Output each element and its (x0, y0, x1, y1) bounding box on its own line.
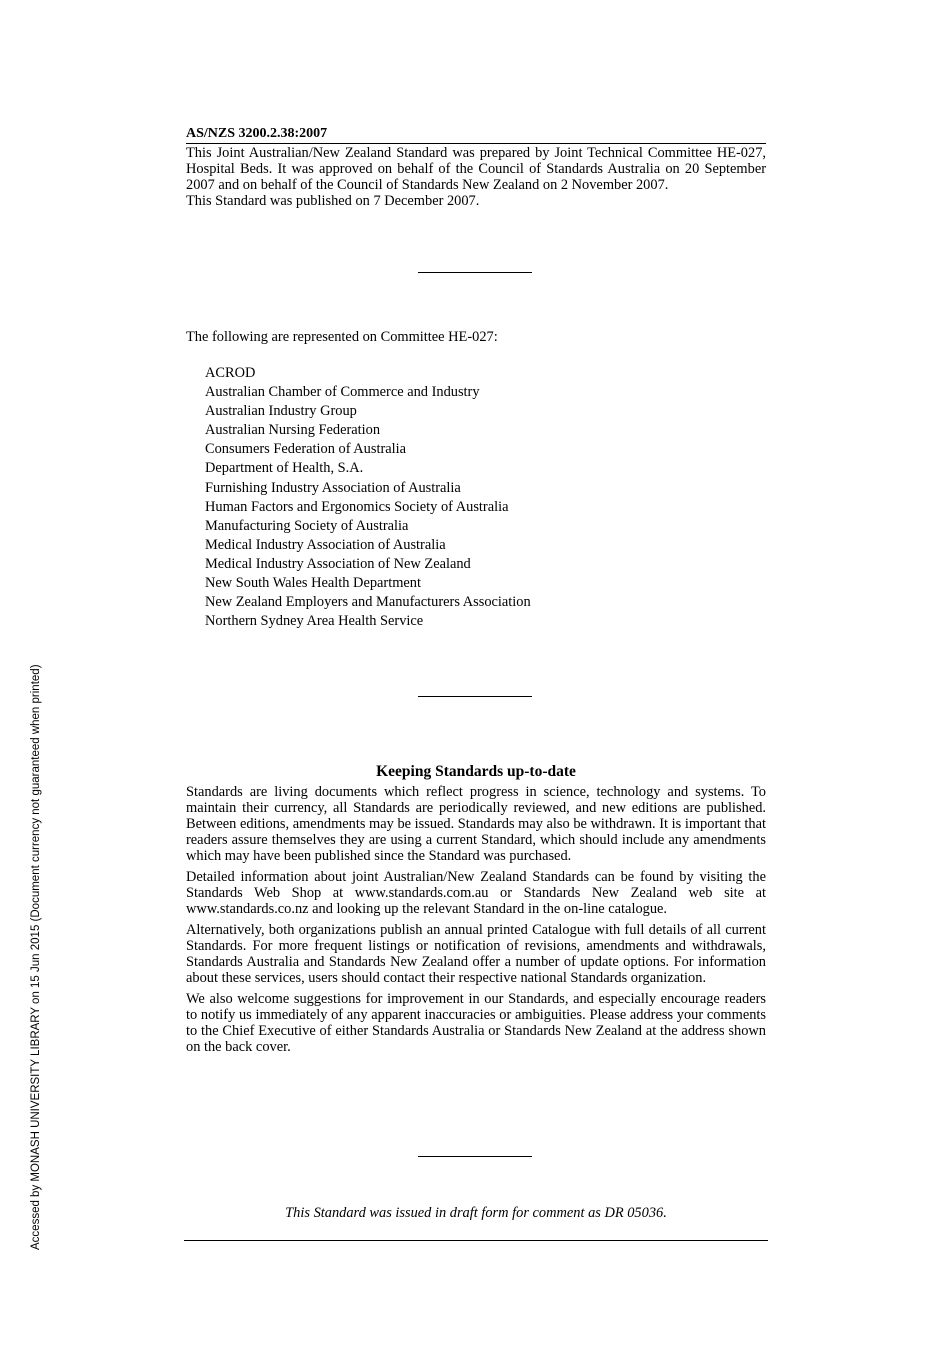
section-divider (418, 272, 532, 273)
draft-note: This Standard was issued in draft form for comment as DR 05036. (285, 1205, 667, 1221)
list-item: Medical Industry Association of New Zealand (205, 555, 471, 572)
list-item: Furnishing Industry Association of Australia (205, 479, 461, 496)
preparation-statement (186, 145, 766, 209)
preparation-paragraph: This Joint Australian/New Zealand Standard was prepared by Joint Technical Committee HE-027, Hospital Beds. It was approved on behalf of the Council of Standards Australia on 20 September 2007 and on behalf of the Council of Standards New Zealand on 2 November 2007. (186, 145, 766, 193)
list-item: New Zealand Employers and Manufacturers Association (205, 594, 531, 611)
keeping-standards-body (186, 784, 766, 1055)
footer-rule (184, 1240, 768, 1241)
body-paragraph: Standards are living documents which reflect progress in science, technology and systems. To maintain their currency, all Standards are periodically reviewed, and new editions are published. Between editions, amendments may be issued. Standards may also be withdrawn. It is important that readers assure themselves they are using a current Standard, which should include any amendments which may have been published since the Standard was purchased. (186, 784, 766, 864)
list-item: Human Factors and Ergonomics Society of Australia (205, 498, 509, 515)
list-item: Department of Health, S.A. (205, 460, 364, 477)
body-paragraph: Alternatively, both organizations publish an annual printed Catalogue with full details of all current Standards. For more frequent listings or notification of revisions, amendments and withdrawals, Standards Australia and Standards New Zealand offer a number of update options. For information about these services, users should contact their respective national Standards organization. (186, 922, 766, 986)
list-item: ACROD (205, 365, 256, 381)
body-paragraph: Detailed information about joint Australian/New Zealand Standards can be found by visiting the Standards Web Shop at www.standards.com.au or Standards New Zealand web site at www.standards.co.nz and looking up the relevant Standard in the on-line catalogue. (186, 869, 766, 917)
list-item: Australian Chamber of Commerce and Industry (205, 384, 480, 401)
list-item: New South Wales Health Department (205, 575, 421, 592)
publication-date-paragraph: This Standard was published on 7 December 2007. (186, 193, 480, 209)
standard-code: AS/NZS 3200.2.38:2007 (186, 126, 766, 144)
access-watermark: Accessed by MONASH UNIVERSITY LIBRARY on 15 Jun 2015 (Document currency not guaranteed when printed) (30, 664, 42, 1250)
section-divider (418, 696, 532, 697)
list-item: Consumers Federation of Australia (205, 441, 407, 458)
list-item: Medical Industry Association of Australia (205, 536, 446, 553)
committee-intro: The following are represented on Committee HE-027: (186, 329, 498, 345)
list-item: Northern Sydney Area Health Service (205, 613, 424, 630)
committee-members-list (205, 364, 531, 631)
list-item: Australian Industry Group (205, 403, 357, 420)
list-item: Australian Nursing Federation (205, 422, 381, 439)
body-paragraph: We also welcome suggestions for improvement in our Standards, and especially encourage readers to notify us immediately of any apparent inaccuracies or ambiguities. Please address your comments to the Chief Executive of either Standards Australia or Standards New Zealand at the address shown on the back cover. (186, 991, 766, 1055)
section-divider (418, 1156, 532, 1157)
section-heading: Keeping Standards up-to-date (376, 763, 576, 780)
list-item: Manufacturing Society of Australia (205, 517, 409, 534)
